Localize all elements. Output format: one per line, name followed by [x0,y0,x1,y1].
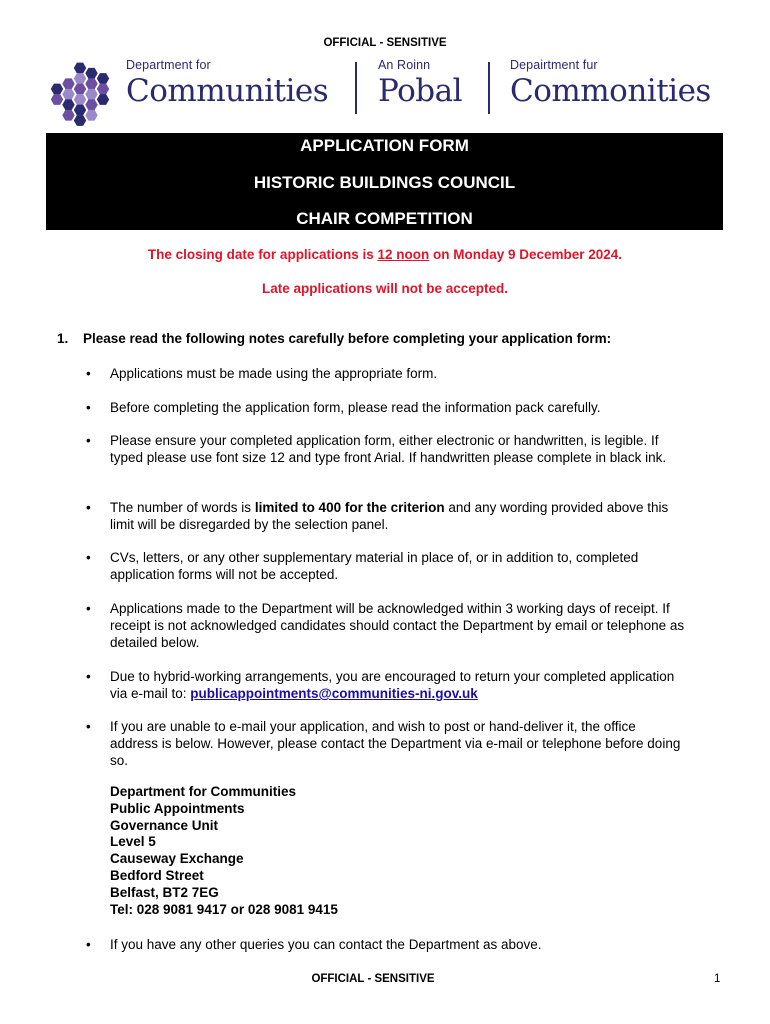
list-item [86,600,686,651]
bullet-icon: • [86,719,91,734]
logo-hexagon [85,78,97,89]
hexagon-cluster-logo-icon [48,60,114,130]
list-item [86,936,686,953]
title-line-2: HISTORIC BUILDINGS COUNCIL [253,173,516,192]
page-number: 1 [714,973,721,985]
title-line-1: APPLICATION FORM [300,136,469,155]
list-item-text: Before completing the application form, please read the information pack carefully. [110,400,601,415]
late-applications-notice: Late applications will not be accepted. [261,281,509,296]
bullet-icon: • [86,550,91,565]
word-limit-post: and any wording provided above this limit will be disregarded by the selection panel. [110,500,669,532]
closing-time: 12 noon [377,247,430,262]
logo-hexagon [85,110,97,121]
office-address [110,784,338,918]
classification-footer: OFFICIAL - SENSITIVE [311,973,435,985]
logo-hexagon [74,84,86,95]
list-item-text: If you have any other queries you can contact the Department as above. [110,937,542,952]
form-title-block [46,133,723,230]
address-line: Causeway Exchange [110,851,244,867]
bullet-icon: • [86,937,91,952]
bullet-icon: • [86,400,91,415]
logo-hexagon [62,99,74,110]
word-limit-pre: The number of words is [110,500,255,515]
list-item-text: If you are unable to e-mail your application, and wish to post or hand-deliver it, the office address is below. However, please contact the Department via e-mail or telephone before doing so. [110,719,681,768]
list-item [86,549,686,583]
list-item [86,668,686,702]
classification-header: OFFICIAL - SENSITIVE [323,37,447,49]
address-line: Bedford Street [110,867,204,883]
address-line: Department for Communities [110,784,297,799]
list-item [86,718,686,769]
list-item [86,499,686,533]
logo-divider [355,62,357,114]
department-logo-banner [48,58,728,130]
address-line: Public Appointments [110,800,245,816]
logo-hexagon [51,94,63,105]
logo-hexagon [74,73,86,84]
closing-prefix: The closing date for applications is [147,247,378,262]
logo-ulster-scots-large: Commonities [510,73,711,109]
logo-hexagon [85,99,97,110]
logo-hexagon [97,73,109,84]
bullet-icon: • [86,669,91,684]
address-line: Governance Unit [110,817,219,833]
logo-english [126,58,328,109]
logo-hexagon [85,89,97,100]
bullet-icon: • [86,500,91,515]
logo-hexagon [74,94,86,105]
word-limit-bold: limited to 400 for the criterion [254,500,445,515]
logo-hexagon [74,105,86,116]
logo-hexagon [74,115,86,126]
closing-date-notice [0,247,770,262]
bullet-icon: • [86,433,91,448]
list-item-text [110,499,686,533]
email-link[interactable]: publicappointments@communities-ni.gov.uk [190,686,478,701]
logo-hexagon [62,89,74,100]
list-item-text [110,668,686,702]
section-1-heading [57,331,611,346]
logo-hexagon [51,84,63,95]
logo-irish-large: Pobal [378,73,463,109]
list-item [86,432,686,466]
list-item-text: Applications made to the Department will be acknowledged within 3 working days of receipt. If receipt is not acknowledged candidates should contact the Department by email or telephone as detailed below. [110,601,685,650]
section-number: 1. [57,331,69,346]
logo-divider [488,62,490,114]
address-line: Belfast, BT2 7EG [110,884,219,900]
logo-hexagon [85,68,97,79]
logo-hexagon [62,78,74,89]
logo-english-small: Department for [126,58,211,72]
logo-ulster-scots-small: Depairtment fur [510,58,598,72]
logo-hexagon [74,63,86,74]
list-item-text: CVs, letters, or any other supplementary material in place of, or in addition to, completed application forms will not be accepted. [110,550,639,582]
section-heading-text: Please read the following notes carefully before completing your application form: [83,331,612,346]
bullet-icon: • [86,601,91,616]
logo-irish [378,58,462,109]
bullet-icon: • [86,366,91,381]
logo-hexagon [97,84,109,95]
list-item [86,399,686,416]
telephone-line: Tel: 028 9081 9417 or 028 9081 9415 [110,901,338,917]
hybrid-working-text: Due to hybrid-working arrangements, you are encouraged to return your completed application via e-mail to: [110,669,675,701]
logo-hexagon [62,110,74,121]
logo-english-large: Communities [126,73,329,109]
logo-irish-small: An Roinn [378,58,431,72]
logo-hexagon [97,94,109,105]
list-item-text: Applications must be made using the appropriate form. [110,366,438,381]
logo-ulster-scots [510,58,711,109]
address-line: Level 5 [110,834,156,850]
list-item-text: Please ensure your completed application form, either electronic or handwritten, is legible. If typed please use font size 12 and type front Arial. If handwritten please complete in black ink. [110,433,667,465]
list-item [86,365,686,382]
title-line-3: CHAIR COMPETITION [296,209,473,228]
closing-suffix: on Monday 9 December 2024. [429,247,623,262]
